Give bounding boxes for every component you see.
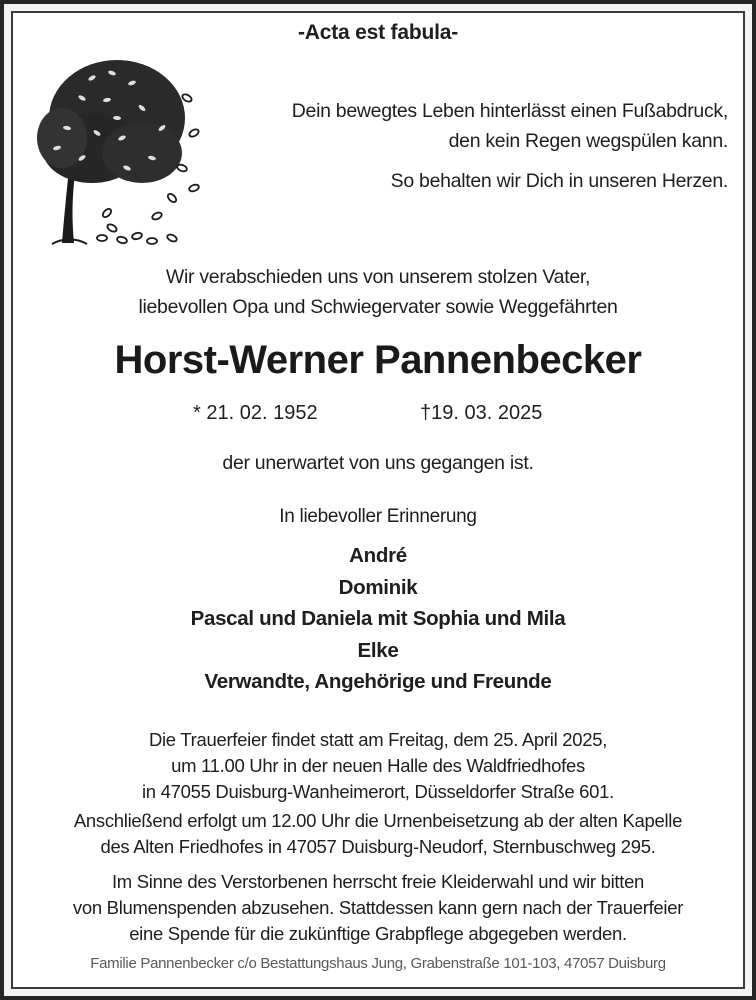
mourner-name: Pascal und Daniela mit Sophia und Mila [190,607,566,630]
mourners-list [0,540,756,698]
death-date [420,402,542,425]
mourner-name: Verwandte, Angehörige und Freunde [204,670,552,693]
quote-line: So behalten wir Dich in unseren Herzen. [390,170,728,192]
intro-line: liebevollen Opa und Schwiegervater sowie Weggefährten [138,296,618,318]
notes-line: eine Spende für die zukünftige Grabpflege abgegeben werden. [129,923,627,944]
birth-date [193,402,318,425]
burial-info [0,808,756,860]
memory-line: In liebevoller Erinnerung [279,506,477,527]
ceremony-line: in 47055 Duisburg-Wanheimerort, Düsseldorfer Straße 601. [142,781,614,802]
burial-line: Anschließend erfolgt um 12.00 Uhr die Urnenbeisetzung ab der alten Kapelle [73,810,683,831]
quote-block-1 [292,96,728,156]
quote-line: den kein Regen wegspülen kann. [448,130,728,152]
family-contact-footer: Familie Pannenbecker c/o Bestattungshaus Jung, Grabenstraße 101-103, 47057 Duisburg [90,955,666,972]
mourner-name: Dominik [338,575,418,599]
death-date-value: 19. 03. 2025 [431,402,543,424]
passed-line: der unerwartet von uns gegangen ist. [222,452,534,474]
intro-line: Wir verabschieden uns von unserem stolzen Vater, [165,266,591,288]
notes-line: von Blumenspenden abzusehen. Stattdessen kann gern nach der Trauerfeier [72,897,684,918]
death-cross-icon: † [420,402,432,424]
birth-date-value: 21. 02. 1952 [206,402,318,424]
mourner-name: Elke [357,638,399,662]
intro-text [0,262,756,322]
mourner-name: André [349,544,407,567]
birth-star-icon: * [193,402,201,424]
notes-line: Im Sinne des Verstorbenen herrscht freie Kleiderwahl und wir bitten [111,871,645,892]
motto-heading: -Acta est fabula- [298,21,458,44]
quote-block-2 [391,166,728,196]
ceremony-line: um 11.00 Uhr in der neuen Halle des Waldfriedhofes [171,755,585,776]
deceased-name: Horst-Werner Pannenbecker [114,338,642,382]
burial-line: des Alten Friedhofes in 47057 Duisburg-Neudorf, Sternbuschweg 295. [100,836,656,857]
ceremony-info [0,727,756,805]
ceremony-line: Die Trauerfeier findet statt am Freitag, dem 25. April 2025, [148,729,608,750]
additional-notes [0,869,756,947]
tree-icon [22,38,202,248]
quote-line: Dein bewegtes Leben hinterlässt einen Fußabdruck, [291,100,728,122]
